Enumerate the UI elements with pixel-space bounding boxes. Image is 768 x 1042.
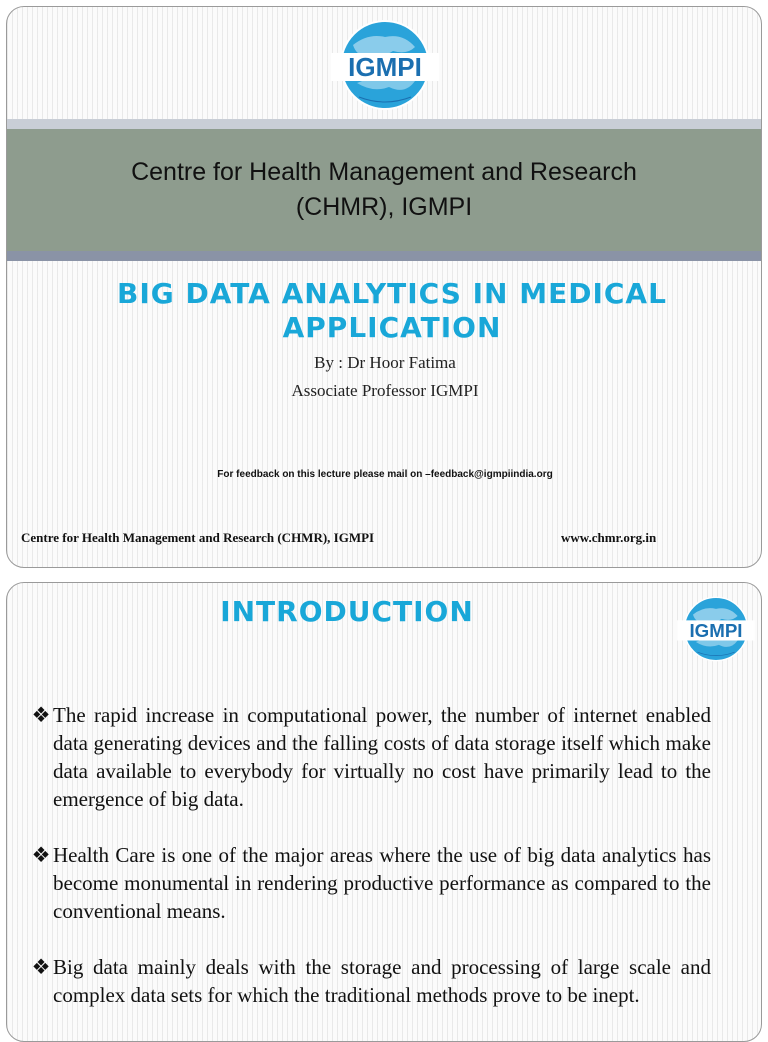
svg-text:IGMPI: IGMPI: [689, 619, 743, 641]
footer-organisation: Centre for Health Management and Research (CHMR), IGMPI: [21, 530, 375, 545]
author-designation: Associate Professor IGMPI: [291, 381, 479, 400]
introduction-slide: [6, 582, 762, 1042]
diamond-bullet-icon: ❖: [31, 843, 51, 867]
footer-website: www.chmr.org.in: [561, 530, 657, 545]
organisation-heading: [7, 155, 761, 225]
slide-title: INTRODUCTION: [220, 595, 474, 628]
header-band-top: [7, 119, 761, 129]
author-name: By : Dr Hoor Fatima: [314, 353, 456, 372]
bullet-point: [31, 953, 711, 1009]
bullet-point: [31, 841, 711, 925]
bullet-text: The rapid increase in computational power, the number of internet enabled data generating devices and the falling costs of data storage itself which make data available to everybody for virtually no cost have primarily lead to the emergence of big data.: [53, 703, 711, 811]
igmpi-logo: [671, 593, 761, 665]
organisation-heading-line2: (CHMR), IGMPI: [295, 193, 473, 221]
bullet-point: [31, 701, 711, 813]
organisation-heading-line1: Centre for Health Management and Research: [131, 158, 637, 186]
presentation-title-line2: APPLICATION: [282, 311, 502, 344]
header-band: [7, 129, 761, 251]
igmpi-logo: [323, 15, 447, 115]
bullet-text: Health Care is one of the major areas where the use of big data analytics has become monumental in rendering productive performance as compared to the conventional means.: [53, 843, 711, 923]
bullet-text: Big data mainly deals with the storage and processing of large scale and complex data sets for which the traditional methods prove to be inept.: [53, 955, 711, 1007]
presentation-title: [67, 277, 717, 345]
header-band-bottom: [7, 251, 761, 261]
presentation-title-line1: BIG DATA ANALYTICS IN MEDICAL: [117, 277, 667, 310]
svg-text:IGMPI: IGMPI: [348, 52, 422, 82]
diamond-bullet-icon: ❖: [31, 955, 51, 979]
diamond-bullet-icon: ❖: [31, 703, 51, 727]
feedback-note: For feedback on this lecture please mail on –feedback@igmpiindia.org: [217, 469, 553, 480]
title-slide: [6, 6, 762, 568]
